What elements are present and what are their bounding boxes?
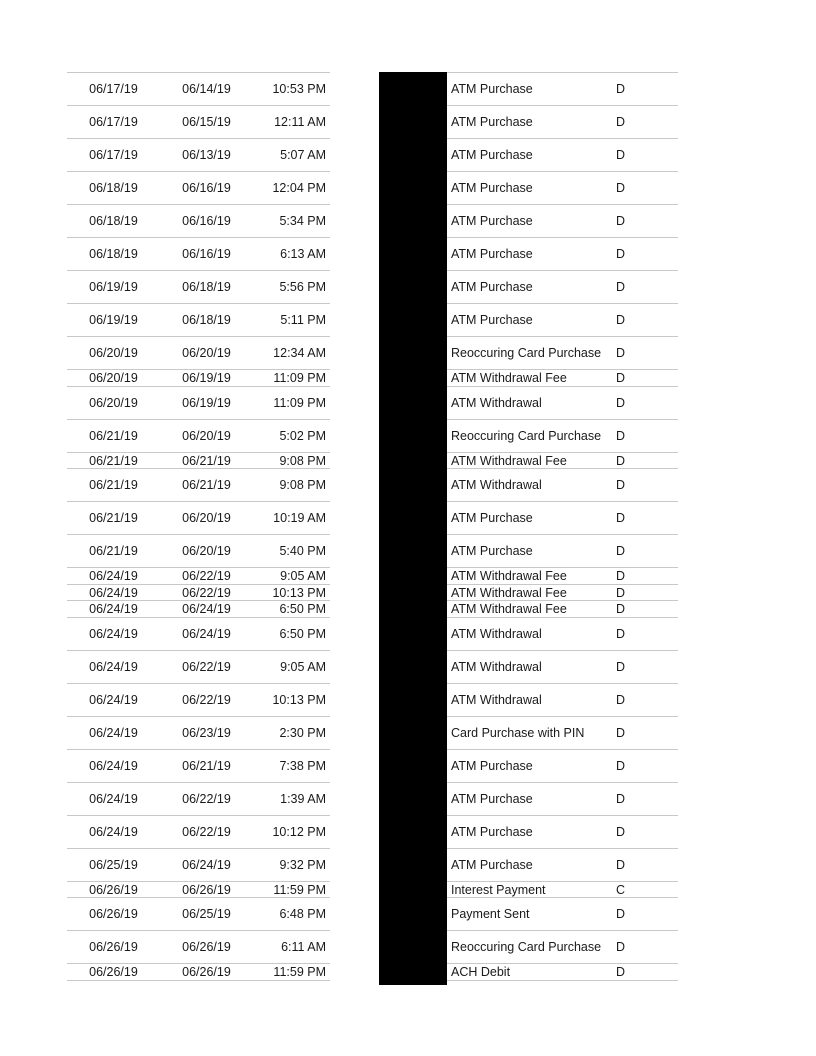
posted-date-cell: 06/20/19: [89, 395, 138, 410]
transaction-date-cell: 06/21/19: [182, 478, 231, 492]
transaction-time-cell: 10:13 PM: [272, 692, 326, 707]
description-cell: ATM Withdrawal: [451, 478, 542, 492]
transaction-time-cell: 7:38 PM: [279, 758, 326, 773]
debit-credit-cell: D: [616, 692, 626, 707]
description-cell: ATM Withdrawal: [451, 692, 542, 707]
debit-credit-cell: D: [616, 585, 626, 600]
description-cell: ATM Withdrawal Fee: [451, 453, 567, 468]
transaction-date-cell: 06/24/19: [182, 626, 231, 641]
description-cell: ATM Purchase: [451, 181, 533, 195]
description-cell: Reoccuring Card Purchase: [451, 346, 602, 360]
transaction-date-cell: 06/20/19: [182, 346, 231, 360]
debit-credit-cell: D: [616, 280, 626, 294]
debit-credit-cell: D: [616, 965, 626, 980]
posted-date-cell: 06/17/19: [89, 148, 138, 162]
posted-date-cell: 06/17/19: [89, 115, 138, 129]
transaction-date-cell: 06/18/19: [182, 280, 231, 294]
description-cell: Reoccuring Card Purchase: [451, 940, 602, 954]
posted-date-cell: 06/24/19: [89, 692, 138, 707]
transaction-date-cell: 06/24/19: [182, 857, 231, 872]
posted-date-cell: 06/24/19: [89, 758, 138, 773]
posted-date-cell: 06/19/19: [89, 313, 138, 327]
description-cell: ATM Withdrawal Fee: [451, 371, 567, 386]
transaction-time-cell: 10:53 PM: [272, 82, 326, 96]
debit-credit-cell: D: [616, 511, 626, 525]
transaction-time-cell: 5:02 PM: [279, 428, 326, 443]
description-cell: ATM Purchase: [451, 758, 533, 773]
debit-credit-cell: D: [616, 214, 626, 228]
transaction-date-cell: 06/26/19: [182, 882, 231, 897]
transaction-time-cell: 5:07 AM: [280, 148, 326, 162]
posted-date-cell: 06/24/19: [89, 602, 138, 617]
description-cell: ATM Withdrawal Fee: [451, 602, 567, 617]
description-cell: ATM Purchase: [451, 280, 533, 294]
row-divider: [67, 980, 330, 981]
posted-date-cell: 06/21/19: [89, 428, 138, 443]
description-cell: ACH Debit: [451, 965, 511, 980]
transaction-time-cell: 5:34 PM: [279, 214, 326, 228]
transaction-time-cell: 11:09 PM: [273, 371, 326, 386]
transaction-date-cell: 06/16/19: [182, 181, 231, 195]
posted-date-cell: 06/21/19: [89, 544, 138, 558]
description-cell: ATM Withdrawal: [451, 626, 542, 641]
transaction-time-cell: 10:19 AM: [273, 511, 326, 525]
debit-credit-cell: D: [616, 346, 626, 360]
posted-date-cell: 06/24/19: [89, 626, 138, 641]
debit-credit-cell: D: [616, 395, 626, 410]
posted-date-cell: 06/24/19: [89, 791, 138, 806]
posted-date-cell: 06/21/19: [89, 453, 138, 468]
debit-credit-cell: D: [616, 313, 626, 327]
description-cell: Interest Payment: [451, 882, 546, 897]
description-cell: Payment Sent: [451, 907, 530, 921]
transaction-date-cell: 06/22/19: [182, 659, 231, 674]
description-cell: ATM Purchase: [451, 148, 533, 162]
transaction-time-cell: 9:05 AM: [280, 569, 326, 584]
debit-credit-cell: D: [616, 659, 626, 674]
debit-credit-cell: C: [616, 882, 626, 897]
transaction-date-cell: 06/26/19: [182, 940, 231, 954]
posted-date-cell: 06/18/19: [89, 181, 138, 195]
description-cell: Reoccuring Card Purchase: [451, 428, 602, 443]
debit-credit-cell: D: [616, 478, 626, 492]
transaction-time-cell: 6:11 AM: [281, 940, 326, 954]
posted-date-cell: 06/19/19: [89, 280, 138, 294]
description-cell: ATM Purchase: [451, 857, 533, 872]
transaction-date-cell: 06/22/19: [182, 824, 231, 839]
transaction-time-cell: 11:59 PM: [273, 882, 326, 897]
transaction-date-cell: 06/20/19: [182, 511, 231, 525]
transaction-time-cell: 5:11 PM: [280, 313, 326, 327]
debit-credit-cell: D: [616, 148, 626, 162]
transaction-date-cell: 06/15/19: [182, 115, 231, 129]
transaction-date-cell: 06/14/19: [182, 82, 231, 96]
debit-credit-cell: D: [616, 602, 626, 617]
transaction-time-cell: 9:08 PM: [279, 453, 326, 468]
transaction-time-cell: 9:08 PM: [279, 478, 326, 492]
transaction-date-cell: 06/21/19: [182, 758, 231, 773]
transaction-date-cell: 06/16/19: [182, 214, 231, 228]
transaction-time-cell: 10:13 PM: [272, 585, 326, 600]
transaction-date-cell: 06/20/19: [182, 428, 231, 443]
posted-date-cell: 06/26/19: [89, 965, 138, 980]
debit-credit-cell: D: [616, 725, 626, 740]
transaction-time-cell: 5:40 PM: [279, 544, 326, 558]
debit-credit-cell: D: [616, 82, 626, 96]
transaction-date-cell: 06/25/19: [182, 907, 231, 921]
transaction-date-cell: 06/22/19: [182, 692, 231, 707]
debit-credit-cell: D: [616, 453, 626, 468]
debit-credit-cell: D: [616, 824, 626, 839]
debit-credit-cell: D: [616, 940, 626, 954]
transaction-date-cell: 06/20/19: [182, 544, 231, 558]
debit-credit-cell: D: [616, 371, 626, 386]
posted-date-cell: 06/26/19: [89, 907, 138, 921]
posted-date-cell: 06/18/19: [89, 247, 138, 261]
posted-date-cell: 06/26/19: [89, 940, 138, 954]
debit-credit-cell: D: [616, 907, 626, 921]
description-cell: ATM Purchase: [451, 247, 533, 261]
transaction-time-cell: 11:09 PM: [273, 395, 326, 410]
debit-credit-cell: D: [616, 791, 626, 806]
row-divider: [447, 980, 678, 981]
transaction-time-cell: 12:34 AM: [273, 346, 326, 360]
posted-date-cell: 06/17/19: [89, 82, 138, 96]
debit-credit-cell: D: [616, 758, 626, 773]
debit-credit-cell: D: [616, 569, 626, 584]
debit-credit-cell: D: [616, 626, 626, 641]
posted-date-cell: 06/24/19: [89, 585, 138, 600]
transaction-time-cell: 6:13 AM: [280, 247, 326, 261]
transaction-time-cell: 12:04 PM: [272, 181, 326, 195]
description-cell: ATM Withdrawal Fee: [451, 569, 567, 584]
posted-date-cell: 06/24/19: [89, 659, 138, 674]
description-cell: ATM Purchase: [451, 214, 533, 228]
debit-credit-cell: D: [616, 857, 626, 872]
redaction-block: [379, 72, 447, 985]
transaction-date-cell: 06/23/19: [182, 725, 231, 740]
transaction-date-cell: 06/22/19: [182, 585, 231, 600]
debit-credit-cell: D: [616, 247, 626, 261]
posted-date-cell: 06/20/19: [89, 371, 138, 386]
transaction-date-cell: 06/22/19: [182, 791, 231, 806]
transaction-date-cell: 06/24/19: [182, 602, 231, 617]
description-cell: ATM Withdrawal: [451, 395, 542, 410]
posted-date-cell: 06/24/19: [89, 824, 138, 839]
posted-date-cell: 06/21/19: [89, 478, 138, 492]
transaction-time-cell: 9:32 PM: [279, 857, 326, 872]
debit-credit-cell: D: [616, 544, 626, 558]
transaction-time-cell: 9:05 AM: [280, 659, 326, 674]
transaction-time-cell: 5:56 PM: [279, 280, 326, 294]
description-cell: Card Purchase with PIN: [451, 725, 585, 740]
posted-date-cell: 06/25/19: [89, 857, 138, 872]
posted-date-cell: 06/18/19: [89, 214, 138, 228]
transaction-time-cell: 12:11 AM: [274, 115, 326, 129]
posted-date-cell: 06/21/19: [89, 511, 138, 525]
debit-credit-cell: D: [616, 115, 626, 129]
description-cell: ATM Purchase: [451, 791, 533, 806]
description-cell: ATM Purchase: [451, 82, 533, 96]
transaction-time-cell: 10:12 PM: [272, 824, 326, 839]
transaction-date-cell: 06/22/19: [182, 569, 231, 584]
description-cell: ATM Purchase: [451, 313, 533, 327]
debit-credit-cell: D: [616, 428, 626, 443]
transaction-time-cell: 6:50 PM: [279, 626, 326, 641]
description-cell: ATM Withdrawal Fee: [451, 585, 567, 600]
description-cell: ATM Purchase: [451, 544, 533, 558]
transaction-date-cell: 06/18/19: [182, 313, 231, 327]
posted-date-cell: 06/24/19: [89, 569, 138, 584]
transaction-date-cell: 06/21/19: [182, 453, 231, 468]
transaction-date-cell: 06/19/19: [182, 395, 231, 410]
transaction-time-cell: 1:39 AM: [280, 791, 326, 806]
transaction-time-cell: 11:59 PM: [273, 965, 326, 980]
posted-date-cell: 06/26/19: [89, 882, 138, 897]
debit-credit-cell: D: [616, 181, 626, 195]
posted-date-cell: 06/20/19: [89, 346, 138, 360]
transaction-time-cell: 6:48 PM: [279, 907, 326, 921]
transaction-time-cell: 6:50 PM: [279, 602, 326, 617]
transaction-time-cell: 2:30 PM: [279, 725, 326, 740]
description-cell: ATM Withdrawal: [451, 659, 542, 674]
transaction-date-cell: 06/26/19: [182, 965, 231, 980]
transaction-date-cell: 06/19/19: [182, 371, 231, 386]
description-cell: ATM Purchase: [451, 511, 533, 525]
transaction-date-cell: 06/13/19: [182, 148, 231, 162]
transaction-date-cell: 06/16/19: [182, 247, 231, 261]
description-cell: ATM Purchase: [451, 824, 533, 839]
description-cell: ATM Purchase: [451, 115, 533, 129]
posted-date-cell: 06/24/19: [89, 725, 138, 740]
